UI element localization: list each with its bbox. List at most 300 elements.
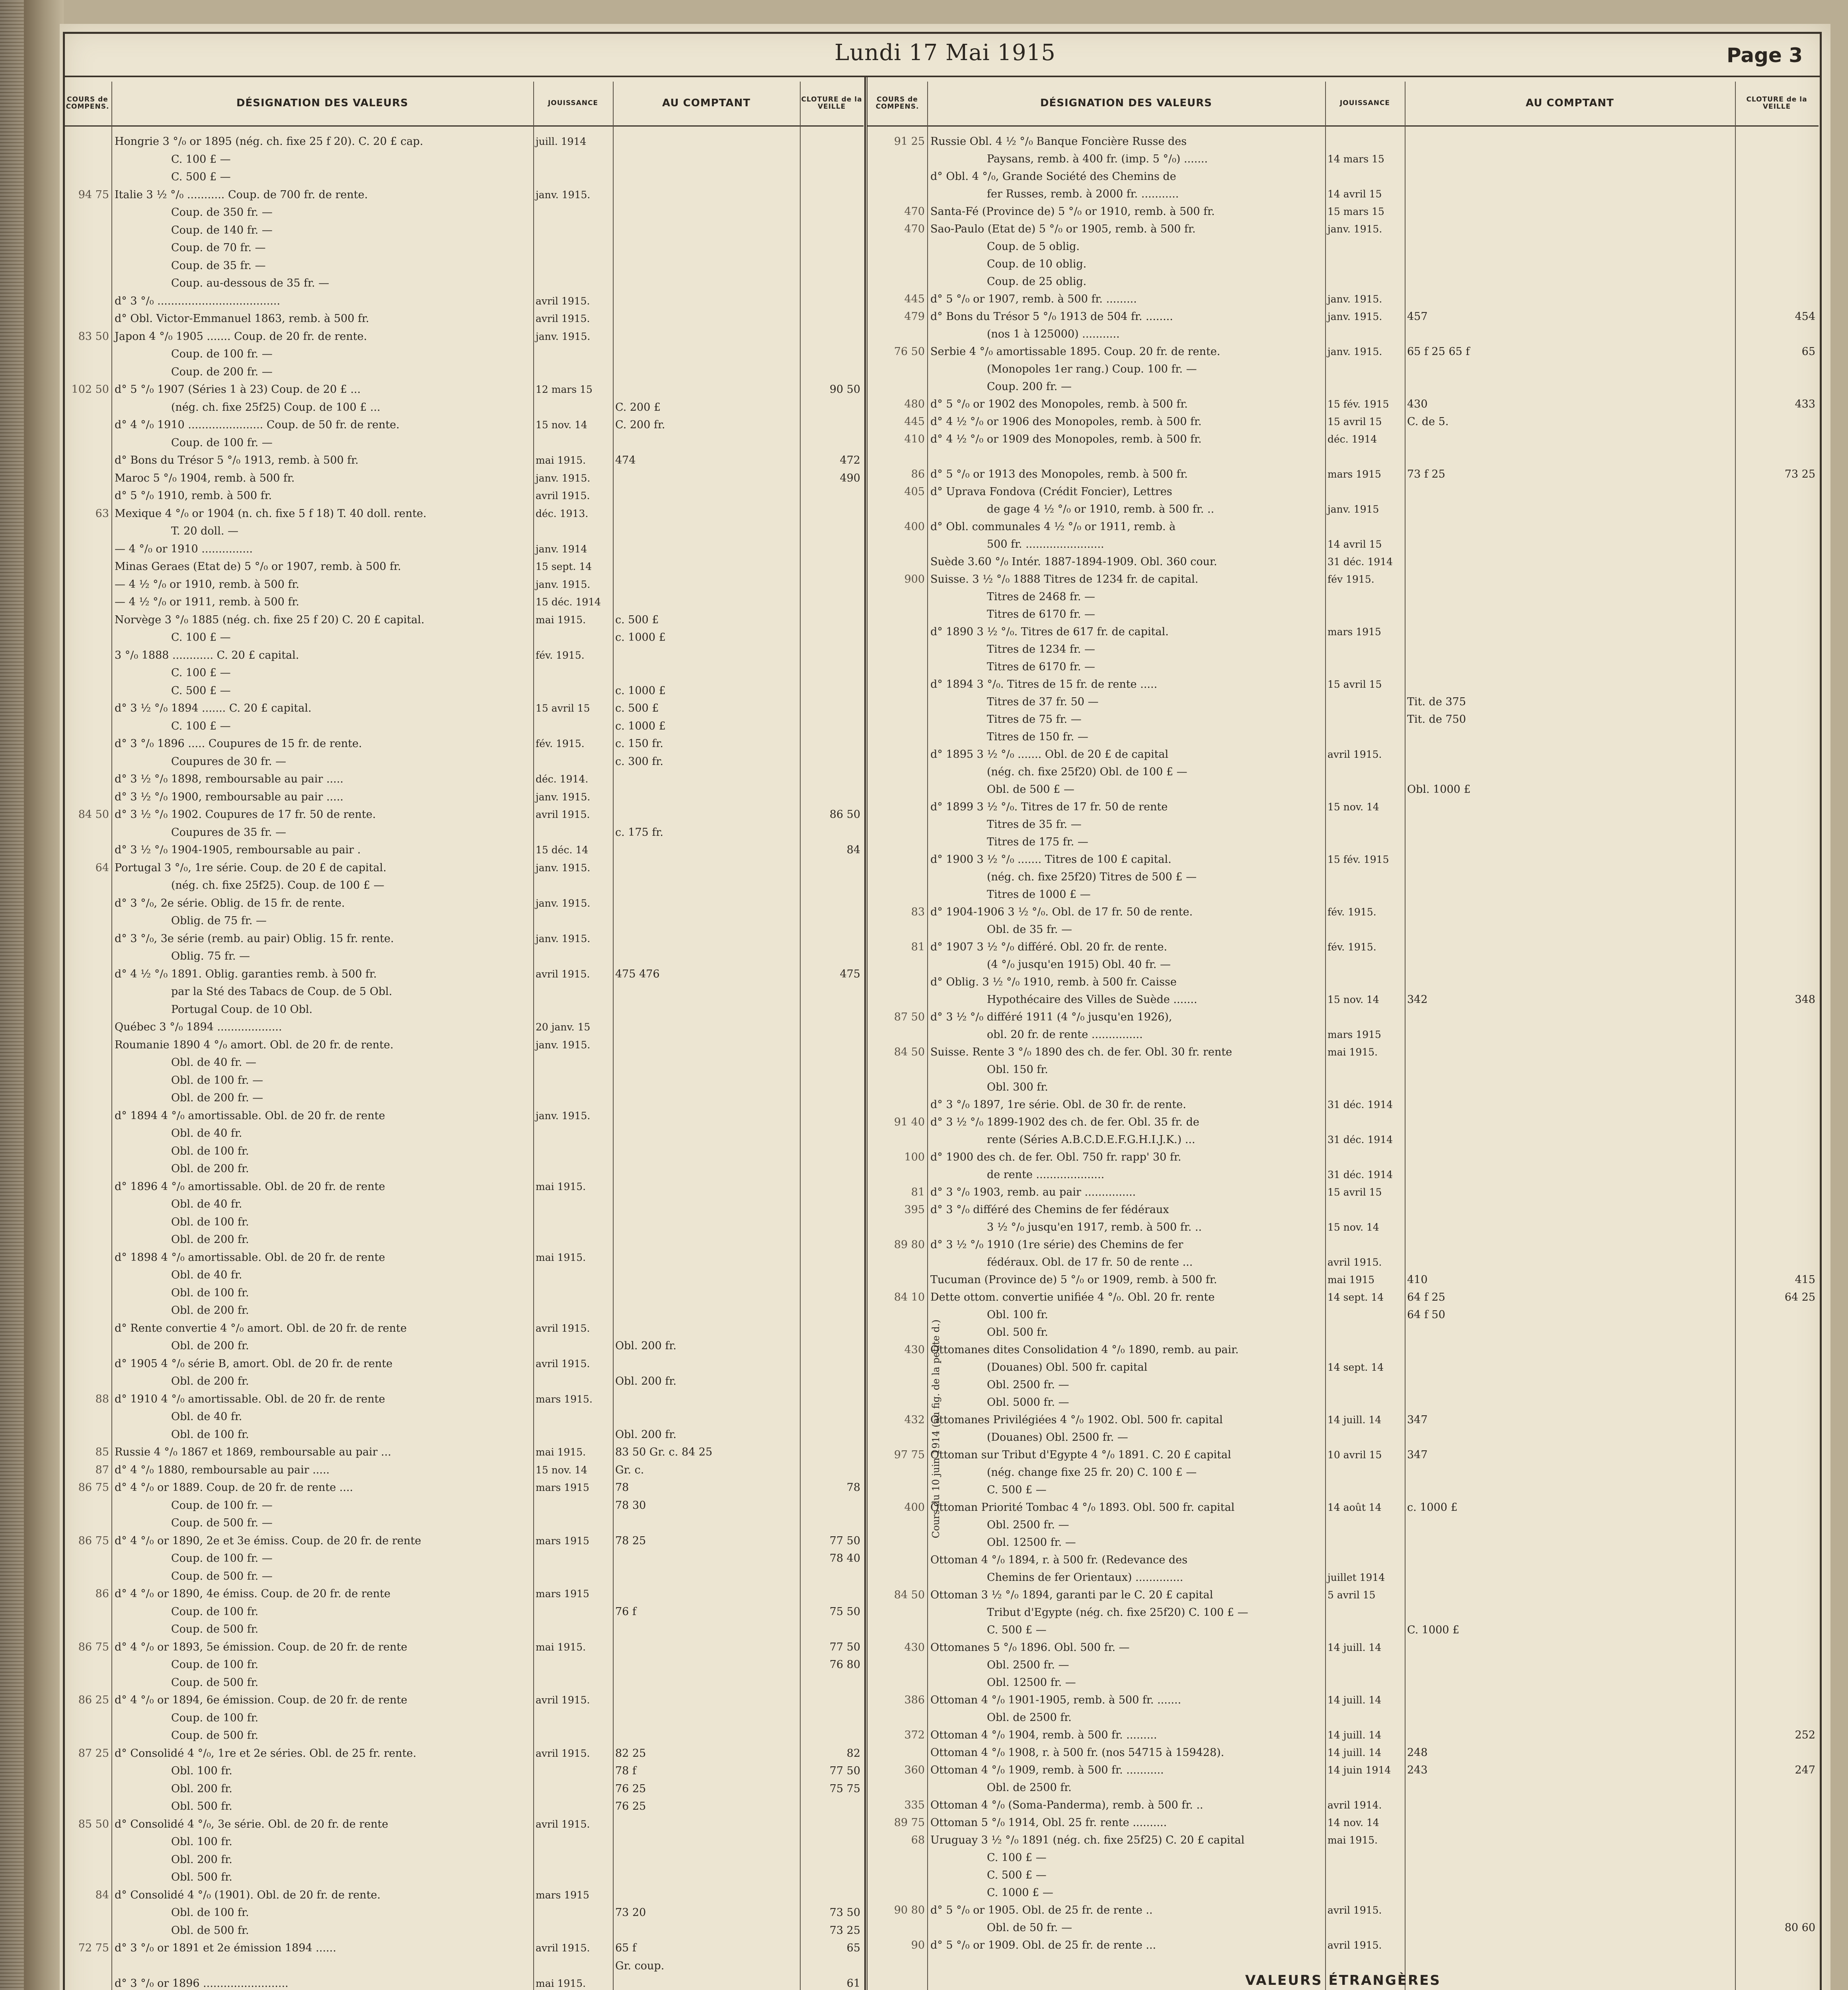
cell-compt: 76 f bbox=[615, 1605, 636, 1618]
cell-desig: Obl. de 2500 fr. bbox=[987, 1781, 1072, 1794]
cell-desig: Coup. de 100 fr. — bbox=[171, 348, 273, 360]
newspaper-page bbox=[60, 24, 1830, 1990]
cell-desig: Obl. de 40 fr. bbox=[171, 1269, 242, 1281]
cell-desig: Coup. de 100 fr. bbox=[171, 1658, 259, 1671]
cell-jouis: 14 avril 15 bbox=[1328, 538, 1382, 550]
cell-jouis: 31 déc. 1914 bbox=[1328, 1134, 1393, 1145]
cell-clot: 77 50 bbox=[829, 1641, 860, 1653]
cell-desig: Chemins de fer Orientaux) .............. bbox=[987, 1571, 1183, 1584]
cell-desig: d° 3 ½ °/₀ 1899-1902 des ch. de fer. Obl. 35 fr. de bbox=[930, 1116, 1199, 1128]
cell-desig: C. 1000 £ — bbox=[987, 1887, 1053, 1899]
cell-clot: 415 bbox=[1795, 1274, 1815, 1286]
cell-desig: Coup. de 70 fr. — bbox=[171, 242, 266, 254]
cell-cours: 90 bbox=[911, 1939, 925, 1951]
cell-compt: c. 175 fr. bbox=[615, 826, 663, 839]
cell-desig: Coup. de 100 fr. — bbox=[171, 1552, 273, 1565]
cell-desig: (Douanes) Obl. 2500 fr. — bbox=[987, 1431, 1128, 1444]
cell-desig: 500 fr. ....................... bbox=[987, 538, 1104, 550]
cell-desig: d° Uprava Fondova (Crédit Foncier), Lettres bbox=[930, 486, 1172, 498]
cell-desig: d° 5 °/₀ or 1905. Obl. de 25 fr. de rente .. bbox=[930, 1904, 1153, 1916]
cell-jouis: fév. 1915. bbox=[536, 649, 585, 661]
cell-desig: d° 1890 3 ½ °/₀. Titres de 617 fr. de capital. bbox=[930, 626, 1169, 638]
cell-clot: 90 50 bbox=[829, 383, 860, 396]
cell-jouis: 14 juill. 14 bbox=[1328, 1694, 1382, 1706]
cell-cours: 410 bbox=[904, 433, 925, 445]
cell-cours: 432 bbox=[904, 1414, 925, 1426]
cell-desig: d° 1898 4 °/₀ amortissable. Obl. de 20 fr. de rente bbox=[115, 1251, 385, 1264]
cell-desig: Obl. 500 fr. bbox=[987, 1326, 1048, 1338]
cell-desig: Titres de 6170 fr. — bbox=[987, 661, 1096, 673]
cell-clot: 78 bbox=[846, 1481, 860, 1494]
cell-desig: Québec 3 °/₀ 1894 ................... bbox=[115, 1021, 282, 1033]
cell-desig: Ottoman 4 °/₀ 1894, r. à 500 fr. (Redevance des bbox=[930, 1554, 1188, 1566]
cell-desig: d° 3 ½ °/₀ 1894 ....... C. 20 £ capital. bbox=[115, 702, 312, 714]
cell-cours: 91 40 bbox=[894, 1116, 925, 1128]
cell-desig: Coup. au-dessous de 35 fr. — bbox=[171, 277, 329, 289]
cell-jouis: avril 1915. bbox=[536, 295, 590, 307]
cell-cours: 335 bbox=[904, 1799, 925, 1811]
cell-desig: Obl. de 200 fr. bbox=[171, 1233, 249, 1246]
cell-compt: 76 25 bbox=[615, 1800, 646, 1812]
cell-desig: Obl. de 200 fr. bbox=[171, 1340, 249, 1352]
cell-jouis: 15 fév. 1915 bbox=[1328, 854, 1389, 865]
cell-jouis: 15 avril 15 bbox=[536, 702, 590, 714]
cell-jouis: 14 sept. 14 bbox=[1328, 1292, 1384, 1303]
cell-jouis: 15 nov. 14 bbox=[1328, 801, 1379, 813]
cell-jouis: 15 sept. 14 bbox=[536, 561, 592, 572]
cell-cours: 87 bbox=[95, 1463, 109, 1476]
cell-desig: Coup. de 100 fr. bbox=[171, 1605, 259, 1618]
cell-clot: 84 bbox=[846, 844, 860, 856]
cell-desig: Coup. de 200 fr. — bbox=[171, 365, 273, 378]
cell-desig: obl. 20 fr. de rente ............... bbox=[987, 1028, 1143, 1041]
cell-desig: Titres de 37 fr. 50 — bbox=[987, 696, 1099, 708]
cell-cours: 84 50 bbox=[78, 808, 109, 821]
cell-jouis: avril 1915. bbox=[536, 1322, 590, 1334]
cell-desig: Obl. de 200 fr. — bbox=[171, 1092, 263, 1104]
cell-jouis: avril 1915. bbox=[536, 1358, 590, 1370]
cell-jouis: fév 1915. bbox=[1328, 574, 1374, 585]
cell-jouis: mars 1915 bbox=[536, 1588, 589, 1600]
cell-desig: Coup. de 100 fr. — bbox=[171, 1499, 273, 1512]
cell-jouis: fév. 1915. bbox=[1328, 906, 1376, 918]
cell-desig: Hypothécaire des Villes de Suède ....... bbox=[987, 993, 1197, 1006]
cell-desig: Coup. de 25 oblig. bbox=[987, 275, 1087, 288]
cell-cours: 86 bbox=[95, 1588, 109, 1600]
cell-cours: 470 bbox=[904, 205, 925, 218]
cell-desig: (Douanes) Obl. 500 fr. capital bbox=[987, 1361, 1148, 1373]
cell-desig: Ottoman sur Tribut d'Egypte 4 °/₀ 1891. C. 20 £ capital bbox=[930, 1449, 1231, 1461]
cell-jouis: mars 1915 bbox=[536, 1889, 589, 1901]
cell-jouis: avril 1915. bbox=[536, 490, 590, 501]
cell-desig: Sao-Paulo (Etat de) 5 °/₀ or 1905, remb. à 500 fr. bbox=[930, 223, 1196, 235]
cell-jouis: 5 avril 15 bbox=[1328, 1589, 1376, 1601]
cell-desig: Suède 3.60 °/₀ Intér. 1887-1894-1909. Obl. 360 cour. bbox=[930, 556, 1217, 568]
cell-cours: 86 25 bbox=[78, 1694, 109, 1706]
cell-desig: Tribut d'Egypte (nég. ch. fixe 25f20) C. 100 £ — bbox=[987, 1606, 1248, 1619]
cell-clot: 77 50 bbox=[829, 1765, 860, 1777]
cell-compt: C. 200 £ bbox=[615, 401, 661, 414]
cell-desig: d° 3 ½ °/₀ différé 1911 (4 °/₀ jusqu'en 1926), bbox=[930, 1011, 1172, 1023]
header-comptant: AU COMPTANT bbox=[662, 97, 751, 109]
cell-cours: 88 bbox=[95, 1393, 109, 1405]
cell-desig: d° 5 °/₀ 1907 (Séries 1 à 23) Coup. de 20 £ ... bbox=[115, 383, 361, 396]
cell-clot: 73 50 bbox=[829, 1906, 860, 1919]
cell-compt: Obl. 200 fr. bbox=[615, 1375, 676, 1387]
cell-desig: Coup. de 140 fr. — bbox=[171, 224, 273, 236]
cell-compt: 78 25 bbox=[615, 1534, 646, 1547]
cell-compt: c. 1000 £ bbox=[615, 684, 666, 697]
cell-cours: 85 bbox=[95, 1446, 109, 1458]
cell-desig: Titres de 150 fr. — bbox=[987, 731, 1088, 743]
cell-desig: Japon 4 °/₀ 1905 ....... Coup. de 20 fr. de rente. bbox=[115, 330, 367, 343]
cell-desig: Ottomanes Privilégiées 4 °/₀ 1902. Obl. 500 fr. capital bbox=[930, 1414, 1223, 1426]
cell-desig: d° Consolidé 4 °/₀ (1901). Obl. de 20 fr. de rente. bbox=[115, 1889, 381, 1901]
cell-clot: 454 bbox=[1795, 310, 1815, 323]
cell-compt: 457 bbox=[1407, 310, 1428, 323]
cell-clot: 472 bbox=[840, 454, 860, 466]
cell-jouis: avril 1914. bbox=[1328, 1799, 1382, 1811]
cell-desig: Obl. de 50 fr. — bbox=[987, 1922, 1072, 1934]
cell-jouis: fév. 1915. bbox=[536, 738, 585, 749]
cell-compt: 347 bbox=[1407, 1414, 1428, 1426]
cell-compt: Obl. 1000 £ bbox=[1407, 783, 1471, 796]
cell-jouis: mai 1915. bbox=[536, 455, 586, 466]
cell-jouis: avril 1915. bbox=[1328, 1256, 1382, 1268]
cell-jouis: mars 1915 bbox=[1328, 1029, 1381, 1040]
cell-compt: 475 476 bbox=[615, 968, 660, 980]
cell-jouis: 15 déc. 14 bbox=[536, 844, 589, 856]
cell-cours: 445 bbox=[904, 416, 925, 428]
cell-clot: 80 60 bbox=[1784, 1922, 1815, 1934]
cell-desig: d° 3 °/₀, 2e série. Oblig. de 15 fr. de rente. bbox=[115, 897, 345, 909]
cell-desig: Titres de 75 fr. — bbox=[987, 713, 1082, 726]
cell-compt: Obl. 200 fr. bbox=[615, 1428, 676, 1441]
cell-cours: 91 25 bbox=[894, 135, 925, 148]
cell-desig: Obl. 200 fr. bbox=[171, 1853, 232, 1866]
right-table bbox=[867, 82, 1819, 1990]
cell-desig: Obl. de 100 fr. bbox=[171, 1215, 249, 1228]
cell-compt: c. 500 £ bbox=[615, 613, 659, 626]
cell-compt: c. 150 fr. bbox=[615, 737, 663, 750]
cell-jouis: avril 1915. bbox=[536, 1694, 590, 1706]
cell-desig: Ottoman 4 °/₀ 1901-1905, remb. à 500 fr. ....... bbox=[930, 1694, 1181, 1706]
header-designation: DÉSIGNATION DES VALEURS bbox=[1040, 97, 1213, 109]
cell-jouis: 14 juill. 14 bbox=[1328, 1747, 1382, 1758]
cell-desig: Ottoman 4 °/₀ 1909, remb. à 500 fr. ........... bbox=[930, 1764, 1164, 1776]
cell-jouis: mai 1915 bbox=[1328, 1274, 1375, 1286]
cell-clot: 86 50 bbox=[829, 808, 860, 821]
cell-cours: 87 25 bbox=[78, 1747, 109, 1760]
cell-desig: Obl. 2500 fr. — bbox=[987, 1659, 1069, 1671]
cell-desig: Obl. de 500 £ — bbox=[987, 783, 1074, 796]
cell-desig: — 4 °/₀ or 1910 ............... bbox=[115, 542, 253, 555]
cell-desig: Uruguay 3 ½ °/₀ 1891 (nég. ch. fixe 25f25) C. 20 £ capital bbox=[930, 1834, 1245, 1846]
cell-clot: 65 bbox=[846, 1942, 860, 1954]
left-table bbox=[64, 82, 864, 1990]
cell-desig: Coup. de 350 fr. — bbox=[171, 206, 273, 219]
cell-cours: 480 bbox=[904, 398, 925, 410]
cell-desig: d° 3 °/₀, 3e série (remb. au pair) Oblig. 15 fr. rente. bbox=[115, 932, 394, 945]
cell-jouis: janv. 1915. bbox=[536, 862, 591, 874]
cell-cours: 86 bbox=[911, 468, 925, 480]
cell-desig: Coupures de 30 fr. — bbox=[171, 755, 287, 768]
cell-compt: 474 bbox=[615, 454, 636, 466]
cell-desig: (4 °/₀ jusqu'en 1915) Obl. 40 fr. — bbox=[987, 958, 1171, 971]
cell-compt: C. de 5. bbox=[1407, 416, 1449, 428]
page-date: Lundi 17 Mai 1915 bbox=[834, 40, 1056, 66]
cell-cours: 470 bbox=[904, 223, 925, 235]
cell-clot: 247 bbox=[1795, 1764, 1815, 1776]
cell-cours: 445 bbox=[904, 293, 925, 305]
cell-jouis: mai 1915. bbox=[536, 1180, 586, 1192]
cell-desig: d° 3 °/₀ .................................... bbox=[115, 295, 281, 307]
cell-desig: d° 5 °/₀ or 1907, remb. à 500 fr. ......... bbox=[930, 293, 1137, 305]
cell-desig: d° 4 °/₀ or 1890, 2e et 3e émiss. Coup. de 20 fr. de rente bbox=[115, 1534, 421, 1547]
cell-jouis: avril 1915. bbox=[536, 809, 590, 820]
cell-desig: d° 5 °/₀ 1910, remb. à 500 fr. bbox=[115, 490, 272, 502]
cell-cours: 430 bbox=[904, 1344, 925, 1356]
cell-desig: d° 4 °/₀ or 1893, 5e émission. Coup. de 20 fr. de rente bbox=[115, 1641, 407, 1653]
cell-desig: Oblig. 75 fr. — bbox=[171, 950, 250, 962]
cell-clot: 82 bbox=[846, 1747, 860, 1760]
cell-desig: (nég. ch. fixe 25f20) Obl. de 100 £ — bbox=[987, 766, 1187, 778]
cell-clot: 61 bbox=[846, 1977, 860, 1990]
cell-compt: Tit. de 375 bbox=[1407, 696, 1466, 708]
cell-desig: d° 5 °/₀ or 1902 des Monopoles, remb. à 500 fr. bbox=[930, 398, 1188, 410]
section-title-valeurs-etrangeres: VALEURS ÉTRANGÈRES bbox=[1245, 1972, 1441, 1988]
cell-cours: 102 50 bbox=[71, 383, 109, 396]
cell-cours: 405 bbox=[904, 486, 925, 498]
cell-desig: (nos 1 à 125000) ........... bbox=[987, 328, 1120, 340]
cell-cours: 900 bbox=[904, 573, 925, 585]
cell-cours: 100 bbox=[904, 1151, 925, 1163]
cell-jouis: 15 avril 15 bbox=[1328, 416, 1382, 427]
cell-desig: Coup. de 35 fr. — bbox=[171, 259, 266, 272]
cell-desig: Suisse. Rente 3 °/₀ 1890 des ch. de fer. Obl. 30 fr. rente bbox=[930, 1046, 1232, 1058]
cell-jouis: mai 1915. bbox=[536, 1978, 586, 1989]
cell-desig: Obl. 5000 fr. — bbox=[987, 1396, 1069, 1409]
cell-desig: d° 3 °/₀ différé des Chemins de fer fédéraux bbox=[930, 1204, 1169, 1216]
cell-desig: Obl. 2500 fr. — bbox=[987, 1379, 1069, 1391]
cell-jouis: avril 1915. bbox=[536, 1818, 590, 1830]
cell-compt: 342 bbox=[1407, 993, 1428, 1006]
cell-jouis: déc. 1914. bbox=[536, 773, 589, 785]
cell-cours: 83 bbox=[911, 906, 925, 918]
cell-desig: d° 4 ½ °/₀ 1891. Oblig. garanties remb. à 500 fr. bbox=[115, 968, 377, 980]
cell-compt: 410 bbox=[1407, 1274, 1428, 1286]
cell-desig: d° 3 °/₀ 1897, 1re série. Obl. de 30 fr. de rente. bbox=[930, 1098, 1186, 1111]
cell-desig: d° 4 ½ °/₀ or 1909 des Monopoles, remb. à 500 fr. bbox=[930, 433, 1202, 445]
cell-clot: 75 75 bbox=[829, 1782, 860, 1795]
cell-desig: C. 100 £ — bbox=[171, 631, 231, 644]
cell-desig: (nég. ch. fixe 25f25) Coup. de 100 £ ... bbox=[171, 401, 380, 414]
cell-desig: Suisse. 3 ½ °/₀ 1888 Titres de 1234 fr. de capital. bbox=[930, 573, 1199, 585]
cell-cours: 72 75 bbox=[78, 1942, 109, 1954]
cell-jouis: 12 mars 15 bbox=[536, 384, 593, 395]
cell-jouis: janv. 1915. bbox=[536, 330, 591, 342]
header-designation: DÉSIGNATION DES VALEURS bbox=[236, 97, 409, 109]
cell-desig: (nég. change fixe 25 fr. 20) C. 100 £ — bbox=[987, 1466, 1197, 1479]
cell-desig: d° 1894 4 °/₀ amortissable. Obl. de 20 fr. de rente bbox=[115, 1109, 385, 1122]
cell-jouis: 10 avril 15 bbox=[1328, 1449, 1382, 1461]
cell-desig: Obl. 100 fr. bbox=[171, 1765, 232, 1777]
header-jouissance: JOUISSANCE bbox=[1339, 99, 1390, 107]
cell-compt: 82 25 bbox=[615, 1747, 646, 1760]
cell-desig: Coup. de 10 oblig. bbox=[987, 258, 1087, 270]
cell-desig: Ottoman 4 °/₀ 1908, r. à 500 fr. (nos 54715 à 159428). bbox=[930, 1746, 1224, 1759]
cell-jouis: janv. 1915. bbox=[536, 791, 591, 803]
cell-cours: 84 bbox=[95, 1889, 109, 1901]
cell-cours: 83 50 bbox=[78, 330, 109, 343]
cell-desig: Italie 3 ½ °/₀ ........... Coup. de 700 fr. de rente. bbox=[115, 188, 368, 201]
cell-compt: 64 f 50 bbox=[1407, 1309, 1445, 1321]
cell-desig: d° 5 °/₀ or 1913 des Monopoles, remb. à 500 fr. bbox=[930, 468, 1188, 480]
cell-jouis: 14 sept. 14 bbox=[1328, 1362, 1384, 1373]
cell-jouis: janv. 1915. bbox=[1328, 311, 1382, 322]
cell-jouis: mai 1915. bbox=[1328, 1834, 1378, 1846]
cell-desig: Ottomanes 5 °/₀ 1896. Obl. 500 fr. — bbox=[930, 1641, 1130, 1654]
cell-desig: d° 4 °/₀ or 1889. Coup. de 20 fr. de rente .... bbox=[115, 1481, 353, 1494]
cell-jouis: mars 1915 bbox=[1328, 626, 1381, 638]
cell-desig: Coup. de 500 fr. — bbox=[171, 1517, 273, 1529]
cell-desig: d° 1895 3 ½ °/₀ ....... Obl. de 20 £ de capital bbox=[930, 748, 1169, 761]
cell-jouis: 15 avril 15 bbox=[1328, 1186, 1382, 1198]
cell-desig: Obl. 100 fr. bbox=[171, 1836, 232, 1848]
cell-desig: Ottoman 4 °/₀ (Soma-Panderma), remb. à 500 fr. .. bbox=[930, 1799, 1203, 1811]
cell-desig: C. 100 £ — bbox=[171, 667, 231, 679]
cell-compt: 65 f bbox=[615, 1942, 636, 1954]
cell-desig: Obl. 300 fr. bbox=[987, 1081, 1048, 1093]
cell-desig: Portugal Coup. de 10 Obl. bbox=[171, 1003, 313, 1016]
cell-jouis: 14 juill. 14 bbox=[1328, 1642, 1382, 1653]
header-cours: COURS de COMPENS. bbox=[875, 96, 919, 111]
cell-desig: Obl. 2500 fr. — bbox=[987, 1519, 1069, 1531]
cell-compt: Gr. coup. bbox=[615, 1959, 665, 1972]
cell-desig: d° 1905 4 °/₀ série B, amort. Obl. de 20 fr. de rente bbox=[115, 1357, 393, 1370]
cell-desig: Obl. de 40 fr. bbox=[171, 1127, 242, 1139]
cell-jouis: 14 mars 15 bbox=[1328, 153, 1384, 165]
cell-desig: Ottoman 5 °/₀ 1914, Obl. 25 fr. rente .......... bbox=[930, 1816, 1167, 1829]
cell-compt: 73 f 25 bbox=[1407, 468, 1445, 480]
header-comptant: AU COMPTANT bbox=[1526, 97, 1614, 109]
cell-desig: Oblig. de 75 fr. — bbox=[171, 915, 267, 927]
cell-compt: c. 1000 £ bbox=[615, 631, 666, 644]
cell-desig: Coup. de 500 fr. bbox=[171, 1729, 259, 1742]
cell-desig: Coup. de 500 fr. bbox=[171, 1623, 259, 1635]
cell-desig: Titres de 175 fr. — bbox=[987, 836, 1088, 848]
cell-clot: 490 bbox=[840, 472, 860, 484]
cell-desig: d° 4 °/₀ 1910 ...................... Coup. de 50 fr. de rente. bbox=[115, 419, 400, 431]
cell-desig: d° 3 °/₀ 1896 ..... Coupures de 15 fr. de rente. bbox=[115, 737, 362, 750]
cell-desig: d° 3 ½ °/₀ 1900, remboursable au pair ..... bbox=[115, 790, 344, 803]
cell-desig: Obl. de 100 fr. bbox=[171, 1906, 249, 1919]
cell-compt: c. 1000 £ bbox=[615, 720, 666, 732]
cell-compt: 78 30 bbox=[615, 1499, 646, 1512]
cell-desig: d° Oblig. 3 ½ °/₀ 1910, remb. à 500 fr. Caisse bbox=[930, 976, 1177, 988]
cell-jouis: mars 1915 bbox=[536, 1535, 589, 1547]
cell-desig: d° Consolidé 4 °/₀, 1re et 2e séries. Obl. de 25 fr. rente. bbox=[115, 1747, 417, 1760]
cell-cours: 87 50 bbox=[894, 1011, 925, 1023]
cell-compt: 78 f bbox=[615, 1765, 636, 1777]
header-cloture: CLOTURE de la VEILLE bbox=[801, 96, 862, 111]
cell-desig: Obl. de 100 fr. bbox=[171, 1145, 249, 1157]
cell-cours: 479 bbox=[904, 310, 925, 323]
cell-cours: 81 bbox=[911, 941, 925, 953]
cell-clot: 433 bbox=[1795, 398, 1815, 410]
cell-jouis: avril 1915. bbox=[1328, 1939, 1382, 1951]
cell-desig: d° 3 ½ °/₀ 1904-1905, remboursable au pair . bbox=[115, 844, 361, 856]
cell-desig: Mexique 4 °/₀ or 1904 (n. ch. fixe 5 f 18) T. 40 doll. rente. bbox=[115, 507, 427, 520]
cell-desig: Obl. de 100 fr. bbox=[171, 1428, 249, 1441]
cell-desig: d° 3 ½ °/₀ 1902. Coupures de 17 fr. 50 de rente. bbox=[115, 808, 376, 821]
cell-desig: Obl. 150 fr. bbox=[987, 1063, 1048, 1076]
cell-jouis: 14 nov. 14 bbox=[1328, 1817, 1379, 1828]
cell-jouis: janv. 1915. bbox=[536, 578, 591, 590]
cell-desig: d° Rente convertie 4 °/₀ amort. Obl. de 20 fr. de rente bbox=[115, 1322, 407, 1334]
cell-desig: Obl. 500 fr. bbox=[171, 1871, 232, 1883]
cell-compt: C. 1000 £ bbox=[1407, 1624, 1460, 1636]
cell-jouis: avril 1915. bbox=[536, 1747, 590, 1759]
header-rule bbox=[63, 76, 1822, 77]
cell-desig: de rente .................... bbox=[987, 1169, 1105, 1181]
cell-cours: 81 bbox=[911, 1186, 925, 1198]
cell-desig: par la Sté des Tabacs de Coup. de 5 Obl. bbox=[171, 985, 392, 998]
cell-desig: T. 20 doll. — bbox=[171, 525, 239, 537]
cell-desig: d° 1904-1906 3 ½ °/₀. Obl. de 17 fr. 50 de rente. bbox=[930, 906, 1193, 918]
cell-compt: Tit. de 750 bbox=[1407, 713, 1466, 726]
cell-clot: 475 bbox=[840, 968, 860, 980]
cell-desig: Titres de 1234 fr. — bbox=[987, 643, 1096, 656]
cell-jouis: 31 déc. 1914 bbox=[1328, 1169, 1393, 1180]
cell-desig: Obl. de 200 fr. bbox=[171, 1375, 249, 1387]
cell-cours: 86 75 bbox=[78, 1481, 109, 1494]
cell-cours: 90 80 bbox=[894, 1904, 925, 1916]
cell-desig: Titres de 1000 £ — bbox=[987, 888, 1091, 901]
cell-cours: 395 bbox=[904, 1204, 925, 1216]
cell-cours: 372 bbox=[904, 1729, 925, 1741]
cell-jouis: 15 avril 15 bbox=[1328, 679, 1382, 690]
cell-clot: 252 bbox=[1795, 1729, 1815, 1741]
cell-desig: Tucuman (Province de) 5 °/₀ or 1909, remb. à 500 fr. bbox=[930, 1274, 1217, 1286]
cell-desig: Obl. de 35 fr. — bbox=[987, 923, 1072, 936]
cell-jouis: mars 1915. bbox=[536, 1393, 593, 1405]
cell-desig: d° 3 ½ °/₀ 1898, remboursable au pair ..... bbox=[115, 773, 344, 785]
cell-desig: d° 1900 3 ½ °/₀ ....... Titres de 100 £ capital. bbox=[930, 853, 1172, 866]
cell-jouis: janv. 1915 bbox=[1328, 503, 1379, 515]
cell-cours: 400 bbox=[904, 521, 925, 533]
cell-cours: 89 80 bbox=[894, 1239, 925, 1251]
cell-desig: Coup. 200 fr. — bbox=[987, 380, 1072, 393]
cell-compt: 78 bbox=[615, 1481, 629, 1494]
cell-desig: d° 1907 3 ½ °/₀ différé. Obl. 20 fr. de rente. bbox=[930, 941, 1168, 953]
cell-jouis: janv. 1915. bbox=[536, 1110, 591, 1122]
cell-desig: Coupures de 35 fr. — bbox=[171, 826, 287, 839]
cell-desig: Coup. de 500 fr. bbox=[171, 1676, 259, 1689]
cell-cours: 386 bbox=[904, 1694, 925, 1706]
cell-desig: C. 500 £ — bbox=[987, 1869, 1047, 1881]
cell-desig: C. 100 £ — bbox=[171, 153, 231, 166]
cell-desig: d° 4 °/₀ or 1890, 4e émiss. Coup. de 20 fr. de rente bbox=[115, 1588, 391, 1600]
cell-desig: d° 1899 3 ½ °/₀. Titres de 17 fr. 50 de rente bbox=[930, 801, 1168, 813]
header-cloture: CLOTURE de la VEILLE bbox=[1746, 96, 1807, 111]
cell-jouis: avril 1915. bbox=[536, 968, 590, 980]
cell-cours: 400 bbox=[904, 1501, 925, 1514]
cell-desig: Roumanie 1890 4 °/₀ amort. Obl. de 20 fr. de rente. bbox=[115, 1038, 394, 1051]
cell-clot: 64 25 bbox=[1784, 1291, 1815, 1303]
page-number: Page 3 bbox=[1727, 44, 1803, 67]
cell-clot: 73 25 bbox=[829, 1924, 860, 1937]
